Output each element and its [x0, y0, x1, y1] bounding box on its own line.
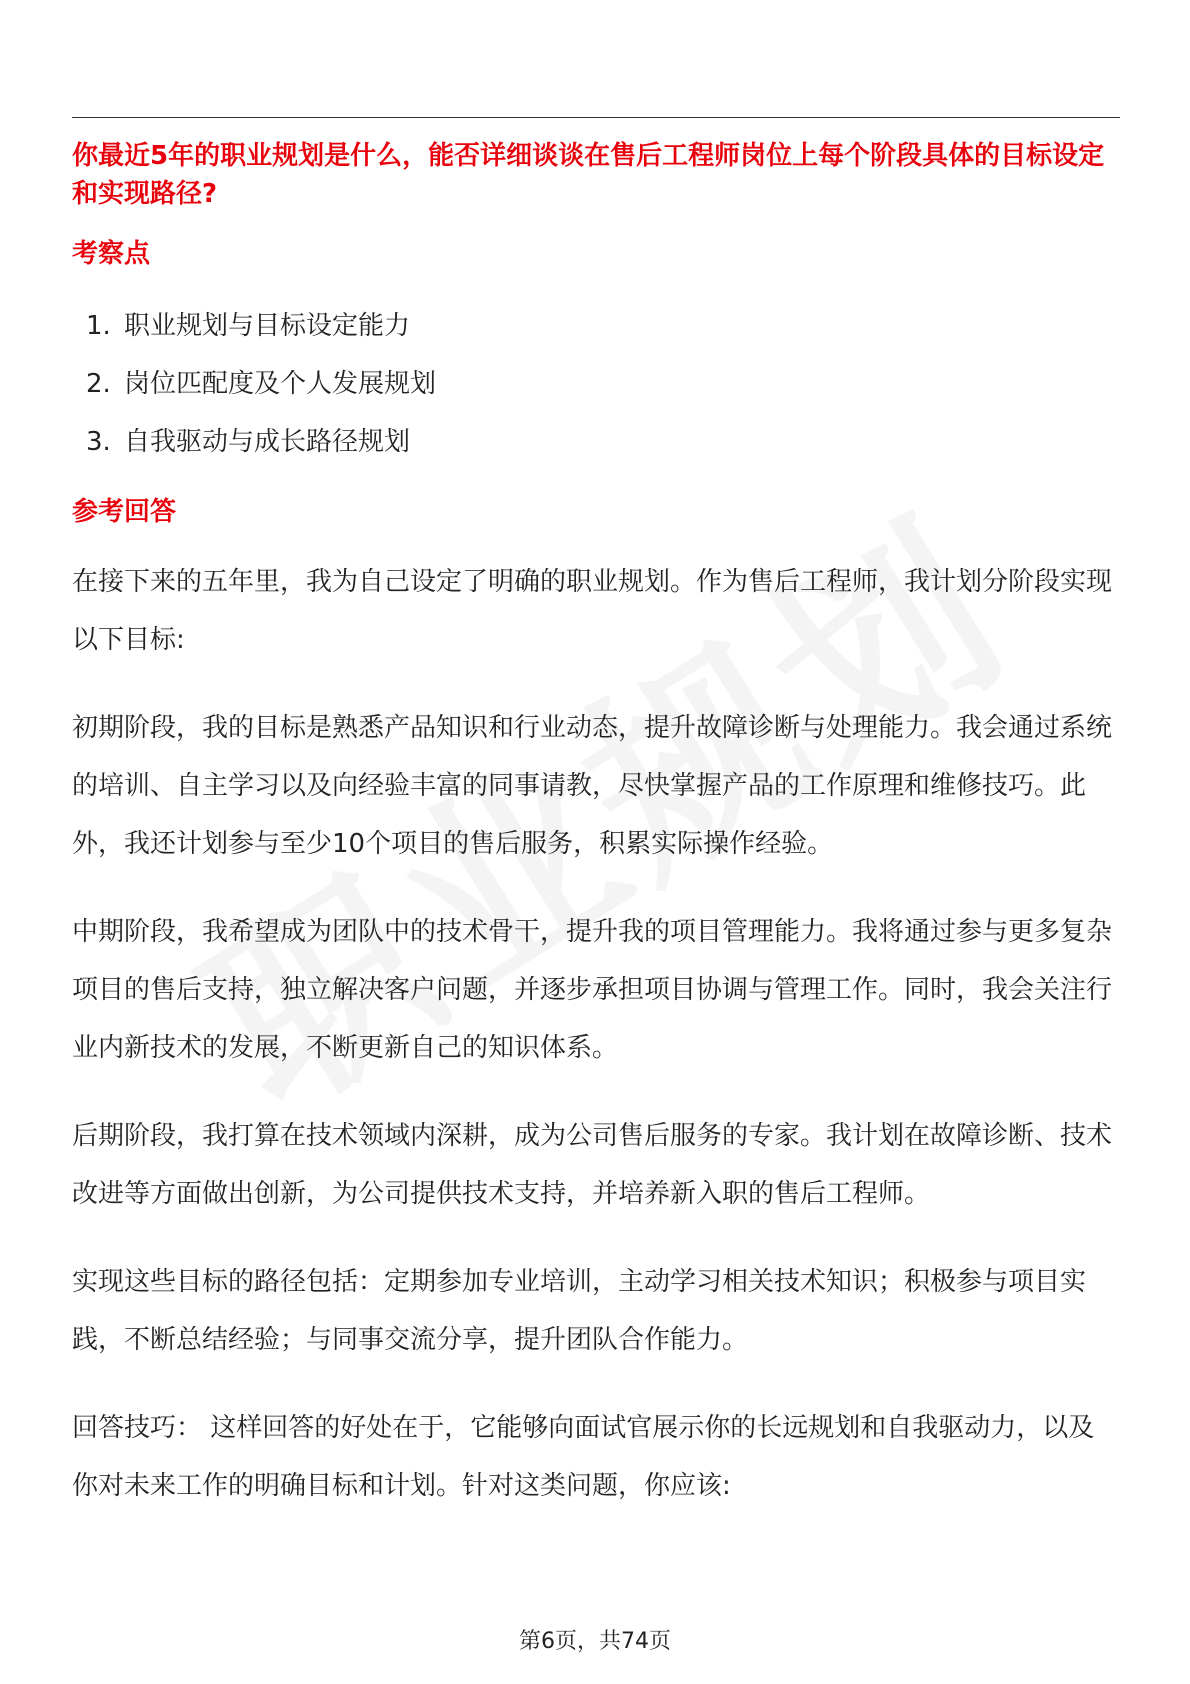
list-item-number: 3. — [86, 427, 111, 457]
answer-paragraph: 初期阶段，我的目标是熟悉产品知识和行业动态，提升故障诊断与处理能力。我会通过系统的培训、自主学习以及向经验丰富的同事请教，尽快掌握产品的工作原理和维修技巧。此外，我还计划参与至少10个项目的售后服务，积累实际操作经验。 — [72, 713, 1113, 859]
list-item-text: 岗位匹配度及个人发展规划 — [124, 369, 437, 399]
answer-paragraph: 在接下来的五年里，我为自己设定了明确的职业规划。作为售后工程师，我计划分阶段实现以下目标: — [72, 567, 1113, 655]
header-rule — [72, 117, 1120, 118]
answer-paragraph: 后期阶段，我打算在技术领域内深耕，成为公司售后服务的专家。我计划在故障诊断、技术改进等方面做出创新，为公司提供技术支持，并培养新入职的售后工程师。 — [72, 1121, 1113, 1209]
list-item — [72, 297, 1120, 355]
list-item-text: 自我驱动与成长路径规划 — [124, 427, 411, 457]
points-section-title: 考察点 — [72, 239, 151, 269]
answer-paragraph: 实现这些目标的路径包括：定期参加专业培训，主动学习相关技术知识；积极参与项目实践，不断总结经验；与同事交流分享，提升团队合作能力。 — [72, 1267, 1087, 1355]
answer-section-title: 参考回答 — [72, 497, 177, 527]
page-footer: 第6页，共74页 — [519, 1629, 671, 1654]
question-heading: 你最近5年的职业规划是什么，能否详细谈谈在售后工程师岗位上每个阶段具体的目标设定和实现路径? — [72, 141, 1105, 209]
list-item — [72, 413, 1120, 471]
answer-tips-paragraph: 回答技巧： 这样回答的好处在于，它能够向面试官展示你的长远规划和自我驱动力，以及你对未来工作的明确目标和计划。针对这类问题，你应该: — [72, 1413, 1095, 1501]
answer-paragraph: 中期阶段，我希望成为团队中的技术骨干，提升我的项目管理能力。我将通过参与更多复杂项目的售后支持，独立解决客户问题，并逐步承担项目协调与管理工作。同时，我会关注行业内新技术的发展，不断更新自己的知识体系。 — [72, 917, 1113, 1063]
points-list — [72, 297, 1120, 471]
list-item — [72, 355, 1120, 413]
list-item-number: 1. — [86, 311, 111, 341]
list-item-text: 职业规划与目标设定能力 — [124, 311, 411, 341]
page-content — [72, 137, 1120, 1515]
list-item-number: 2. — [86, 369, 111, 399]
